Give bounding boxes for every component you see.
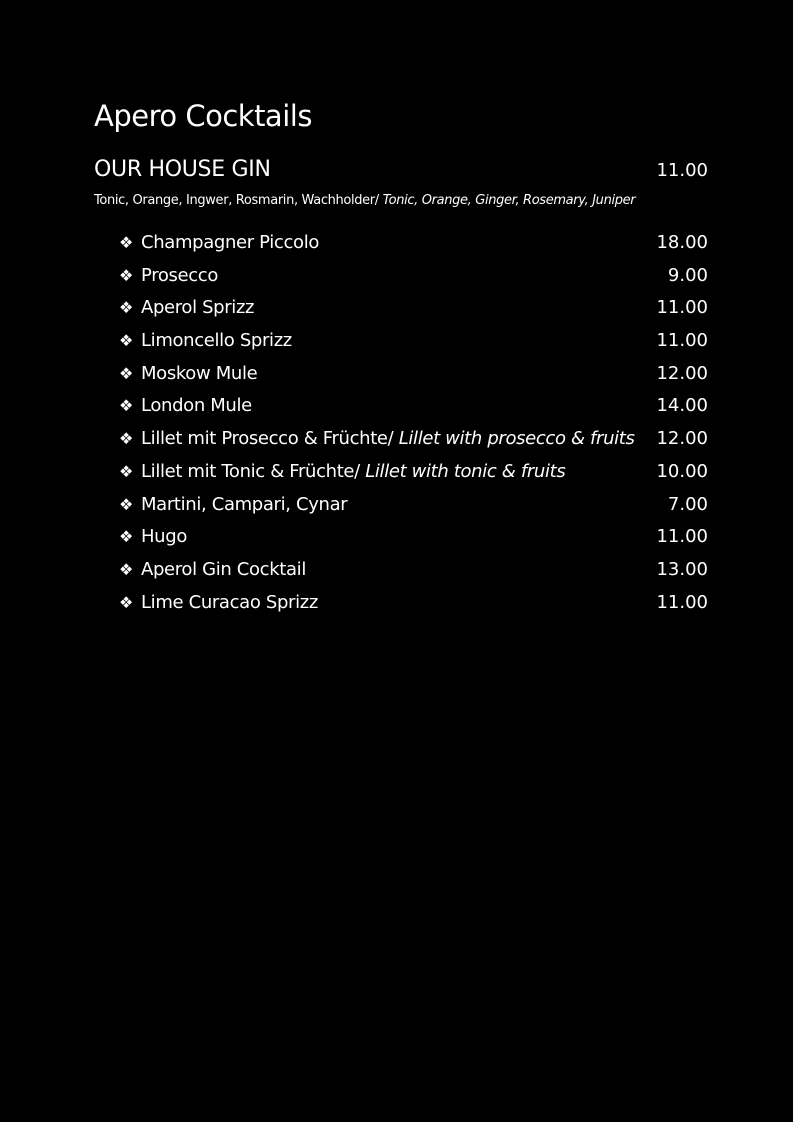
menu-item-name: Champagner Piccolo bbox=[141, 232, 320, 253]
menu-item-name: Lillet mit Prosecco & Früchte/ bbox=[141, 428, 399, 450]
menu-item-price: 11.00 bbox=[656, 330, 708, 352]
menu-item bbox=[119, 325, 708, 358]
menu-item bbox=[119, 489, 708, 522]
diamond-bullet-icon: ❖ bbox=[119, 559, 134, 579]
menu-item bbox=[119, 423, 708, 456]
diamond-bullet-icon: ❖ bbox=[119, 396, 134, 416]
diamond-bullet-icon: ❖ bbox=[119, 265, 134, 285]
menu-item-price: 14.00 bbox=[656, 395, 708, 417]
menu-item-price: 12.00 bbox=[656, 428, 708, 450]
menu-item bbox=[119, 227, 708, 260]
diamond-bullet-icon: ❖ bbox=[119, 592, 134, 612]
menu-item bbox=[119, 390, 708, 423]
house-gin-row bbox=[94, 154, 708, 186]
menu-item bbox=[119, 260, 708, 293]
house-gin-description-en: Tonic, Orange, Ginger, Rosemary, Juniper bbox=[382, 193, 636, 208]
menu-item-price: 10.00 bbox=[656, 460, 708, 482]
diamond-bullet-icon: ❖ bbox=[119, 331, 134, 351]
diamond-bullet-icon: ❖ bbox=[119, 494, 134, 514]
diamond-bullet-icon: ❖ bbox=[119, 461, 134, 481]
menu-item-english-name: Lillet with tonic & fruits bbox=[365, 460, 566, 482]
house-gin-description-de: Tonic, Orange, Ingwer, Rosmarin, Wachholder/ bbox=[94, 193, 383, 208]
menu-item-price: 11.00 bbox=[656, 297, 708, 319]
menu-item-name: Lime Curacao Sprizz bbox=[141, 591, 318, 613]
section-title: Apero Cocktails bbox=[94, 99, 312, 133]
menu-item-price: 7.00 bbox=[667, 493, 708, 515]
menu-item-name: Prosecco bbox=[141, 264, 219, 286]
menu-item-price: 12.00 bbox=[656, 362, 708, 384]
house-gin-description bbox=[94, 190, 708, 212]
menu-item-name: Aperol Gin Cocktail bbox=[141, 558, 306, 580]
menu-item-price: 9.00 bbox=[667, 264, 708, 286]
menu-item-name: Lillet mit Tonic & Früchte/ bbox=[141, 460, 366, 482]
menu-item-name: Moskow Mule bbox=[141, 362, 258, 384]
house-gin-price: 11.00 bbox=[656, 160, 708, 181]
diamond-bullet-icon: ❖ bbox=[119, 527, 134, 547]
cocktail-list bbox=[119, 227, 708, 619]
menu-item bbox=[119, 587, 708, 620]
diamond-bullet-icon: ❖ bbox=[119, 233, 134, 252]
diamond-bullet-icon: ❖ bbox=[119, 363, 134, 383]
menu-item-name: Hugo bbox=[141, 526, 187, 548]
menu-item-price: 11.00 bbox=[656, 526, 708, 548]
menu-item bbox=[119, 292, 708, 325]
menu-item-name: Aperol Sprizz bbox=[141, 297, 255, 319]
menu-item-name: London Mule bbox=[141, 395, 252, 417]
menu-item bbox=[119, 521, 708, 554]
menu-item-name: Martini, Campari, Cynar bbox=[141, 493, 348, 515]
menu-item-price: 11.00 bbox=[656, 591, 708, 613]
menu-item-name: Limoncello Sprizz bbox=[141, 330, 292, 352]
menu-item-english-name: Lillet with prosecco & fruits bbox=[398, 428, 635, 450]
menu-item-price: 13.00 bbox=[656, 558, 708, 580]
menu-item bbox=[119, 456, 708, 489]
diamond-bullet-icon: ❖ bbox=[119, 429, 134, 449]
menu-item bbox=[119, 554, 708, 587]
menu-item bbox=[119, 358, 708, 391]
menu-item-price: 18.00 bbox=[656, 232, 708, 253]
house-gin-name: OUR HOUSE GIN bbox=[94, 157, 271, 182]
diamond-bullet-icon: ❖ bbox=[119, 298, 134, 318]
